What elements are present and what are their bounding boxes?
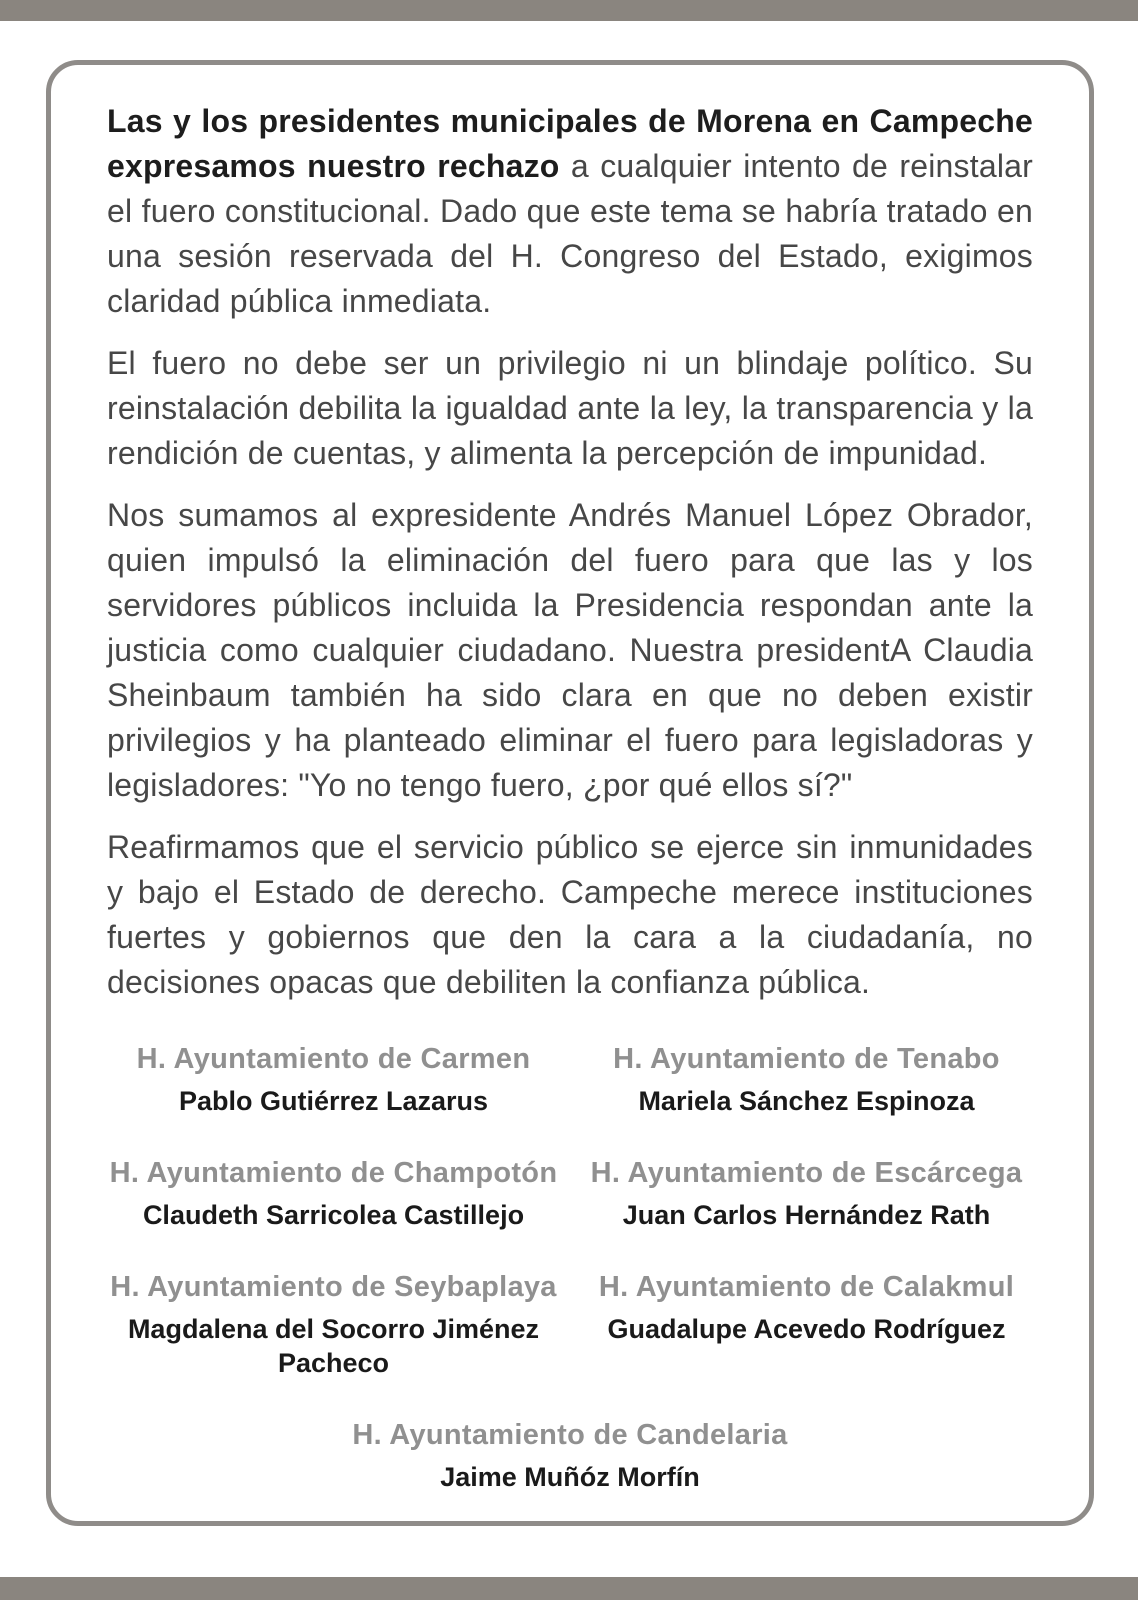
signatory-name: Magdalena del Socorro Jiménez Pacheco [127, 1314, 540, 1378]
signatory-name: Mariela Sánchez Espinoza [638, 1086, 975, 1116]
municipality-label: H. Ayuntamiento de Escárcega [590, 1157, 1023, 1189]
statement-paragraph-4: Reafirmamos que el servicio público se ejerce sin inmunidades y bajo el Estado de derecho. Campeche merece instituciones fuertes y gobiernos que den la cara a la ciudadanía, no decisiones opacas que debiliten la confianza pública. [107, 829, 1033, 1000]
signature-block-candelaria [107, 1417, 1033, 1494]
signatory-name: Pablo Gutiérrez Lazarus [178, 1086, 489, 1116]
municipality-label: H. Ayuntamiento de Calakmul [598, 1271, 1015, 1303]
top-frame-bar [0, 0, 1138, 21]
municipality-label: H. Ayuntamiento de Candelaria [352, 1419, 788, 1451]
municipality-label: H. Ayuntamiento de Tenabo [613, 1043, 1000, 1075]
signatures-section [107, 1041, 1033, 1494]
signature-block-champoton [107, 1155, 560, 1232]
signature-block-seybaplaya [107, 1269, 560, 1380]
signature-block-carmen [107, 1041, 560, 1118]
municipality-label: H. Ayuntamiento de Seybaplaya [110, 1271, 557, 1303]
signatory-name: Claudeth Sarricolea Castillejo [142, 1200, 525, 1230]
statement-paragraph-1-regular: a cualquier intento de reinstalar el fuero constitucional. Dado que este tema se habría tratado en una sesión reservada del H. Congreso del Estado, exigimos claridad pública inmediata. [107, 148, 1033, 319]
signatory-name: Juan Carlos Hernández Rath [622, 1200, 991, 1230]
signature-block-calakmul [580, 1269, 1033, 1380]
statement-card [46, 60, 1094, 1526]
statement-paragraph-2: El fuero no debe ser un privilegio ni un blindaje político. Su reinstalación debilita la igualdad ante la ley, la transparencia y la rendición de cuentas, y alimenta la percepción de impunidad. [107, 345, 1033, 471]
signatory-name: Jaime Muñóz Morfín [440, 1462, 700, 1492]
statement-paragraph-1 [107, 99, 1033, 324]
municipality-label: H. Ayuntamiento de Carmen [136, 1043, 531, 1075]
statement-paragraph-3: Nos sumamos al expresidente Andrés Manuel López Obrador, quien impulsó la eliminación del fuero para que las y los servidores públicos incluida la Presidencia respondan ante la justicia como cualquier ciudadano. Nuestra presidentA Claudia Sheinbaum también ha sido clara en que no deben existir privilegios y ha planteado eliminar el fuero para legisladoras y legisladores: "Yo no tengo fuero, ¿por qué ellos sí?" [107, 497, 1033, 803]
signatory-name: Guadalupe Acevedo Rodríguez [607, 1314, 1006, 1344]
signature-block-tenabo [580, 1041, 1033, 1118]
statement-paragraph-1-bold-lead: Las y los presidentes municipales de Morena en Campeche expresamos nuestro rechazo [107, 103, 1033, 184]
municipality-label: H. Ayuntamiento de Champotón [109, 1157, 558, 1189]
bottom-frame-bar [0, 1577, 1138, 1600]
signature-block-escarcega [580, 1155, 1033, 1232]
